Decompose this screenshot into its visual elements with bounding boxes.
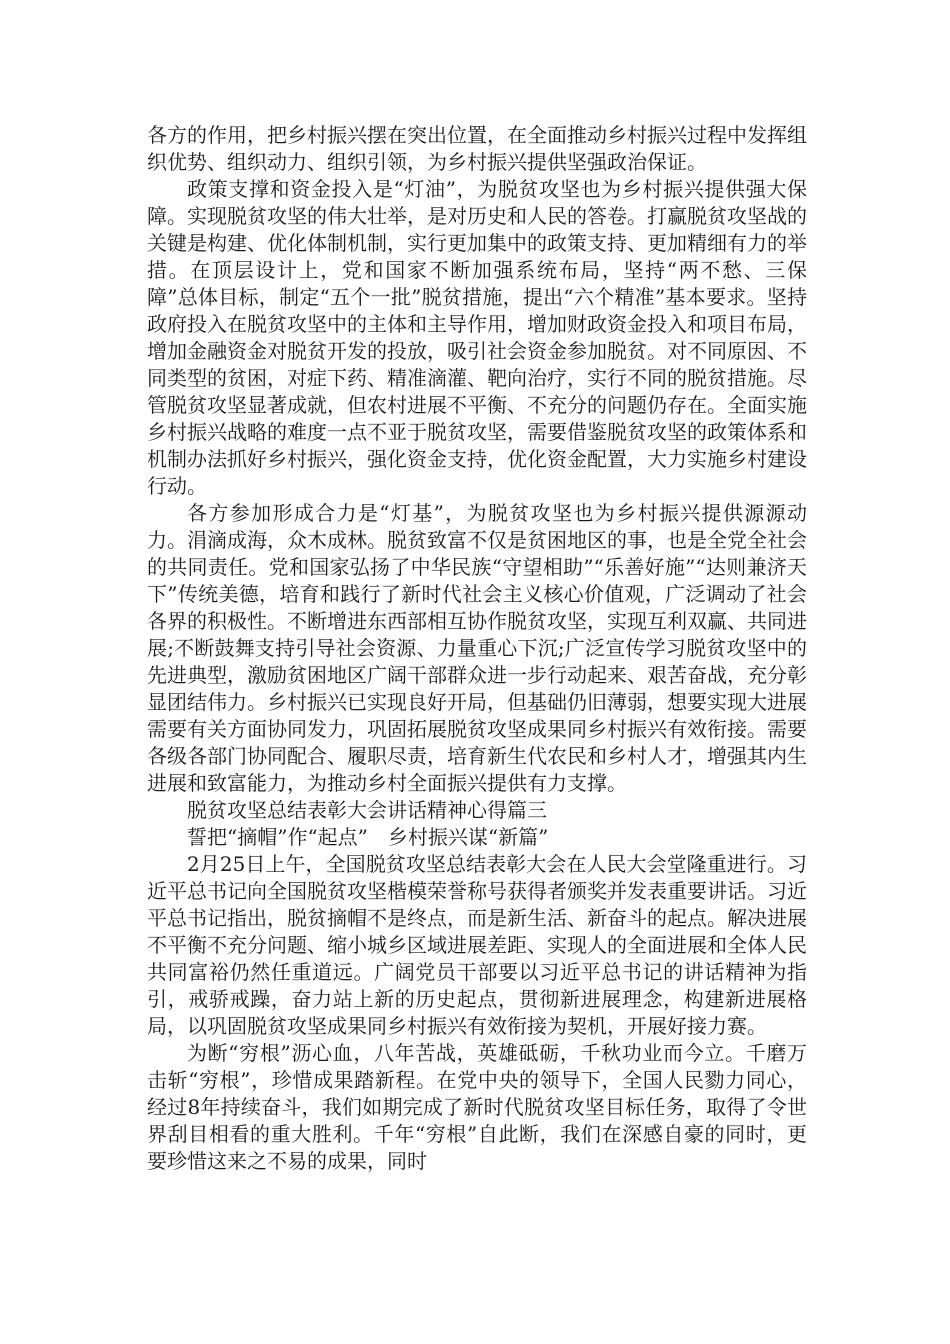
section-subtitle: 誓把“摘帽”作“起点” 乡村振兴谋“新篇” bbox=[187, 825, 549, 849]
paragraph-commendation-meeting: 2月25日上午，全国脱贫攻坚总结表彰大会在人民大会堂隆重进行。习近平总书记向全国脱贫攻坚楷模荣誉称号获得者颁奖并发表重要讲话。习近平总书记指出，脱贫摘帽不是终点，而是新生活、新奋斗的起点。解决进展不平衡不充分问题、缩小城乡区域进展差距、实现人的全面进展和全体人民共同富裕仍然任重道远。广阔党员干部要以习近平总书记的讲话精神为指引，戒骄戒躁，奋力站上新的历史起点，贯彻新进展理念，构建新进展格局，以巩固脱贫攻坚成果同乡村振兴有效衔接为契机，开展好接力赛。 bbox=[147, 852, 807, 1038]
document-page bbox=[147, 122, 807, 1175]
paragraph-joint-effort: 各方参加形成合力是“灯基”，为脱贫攻坚也为乡村振兴提供源源动力。涓滴成海，众木成林。脱贫致富不仅是贫困地区的事，也是全党全社会的共同责任。党和国家弘扬了中华民族“守望相助”“乐善好施”“达则兼济天下”传统美德，培育和践行了新时代社会主义核心价值观，广泛调动了社会各界的积极性。不断增进东西部相互协作脱贫攻坚，实现互利双赢、共同进展;不断鼓舞支持引导社会资源、力量重心下沉;广泛宣传学习脱贫攻坚中的先进典型，激励贫困地区广阔干部群众进一步行动起来、艰苦奋战，充分彰显团结伟力。乡村振兴已实现良好开局，但基础仍旧薄弱，想要实现大进展需要有关方面协同发力，巩固拓展脱贫攻坚成果同乡村振兴有效衔接。需要各级各部门协同配合、履职尽责，培育新生代农民和乡村人才，增强其内生进展和致富能力，为推动乡村全面振兴提供有力支撑。 bbox=[147, 501, 807, 795]
paragraph-policy-funding: 政策支撑和资金投入是“灯油”，为脱贫攻坚也为乡村振兴提供强大保障。实现脱贫攻坚的伟大壮举，是对历史和人民的答卷。打赢脱贫攻坚战的关键是构建、优化体制机制，实行更加集中的政策支持、更加精细有力的举措。在顶层设计上，党和国家不断加强系统布局，坚持“两不愁、三保障”总体目标，制定“五个一批”脱贫措施，提出“六个精准”基本要求。坚持政府投入在脱贫攻坚中的主体和主导作用，增加财政资金投入和项目布局，增加金融资金对脱贫开发的投放，吸引社会资金参加脱贫。对不同原因、不同类型的贫困，对症下药、精准滴灌、靶向治疗，实行不同的脱贫措施。尽管脱贫攻坚显著成就，但农村进展不平衡、不充分的问题仍存在。全面实施乡村振兴战略的难度一点不亚于脱贫攻坚，需要借鉴脱贫攻坚的政策体系和机制办法抓好乡村振兴，强化资金支持，优化资金配置，大力实施乡村建设行动。 bbox=[147, 177, 807, 498]
section-title: 脱贫攻坚总结表彰大会讲话精神心得篇三 bbox=[187, 798, 547, 822]
paragraph-organization-guarantee: 各方的作用，把乡村振兴摆在突出位置，在全面推动乡村振兴过程中发挥组织优势、组织动力、组织引领，为乡村振兴提供坚强政治保证。 bbox=[147, 123, 807, 174]
paragraph-poverty-root: 为断“穷根”沥心血，八年苦战，英雄砥砺，千秋功业而今立。千磨万击斩“穷根”，珍惜成果踏新程。在党中央的领导下，全国人民勠力同心，经过8年持续奋斗，我们如期完成了新时代脱贫攻坚目标任务，取得了令世界刮目相看的重大胜利。千年“穷根”自此断，我们在深感自豪的同时，更要珍惜这来之不易的成果，同时 bbox=[147, 1041, 807, 1173]
